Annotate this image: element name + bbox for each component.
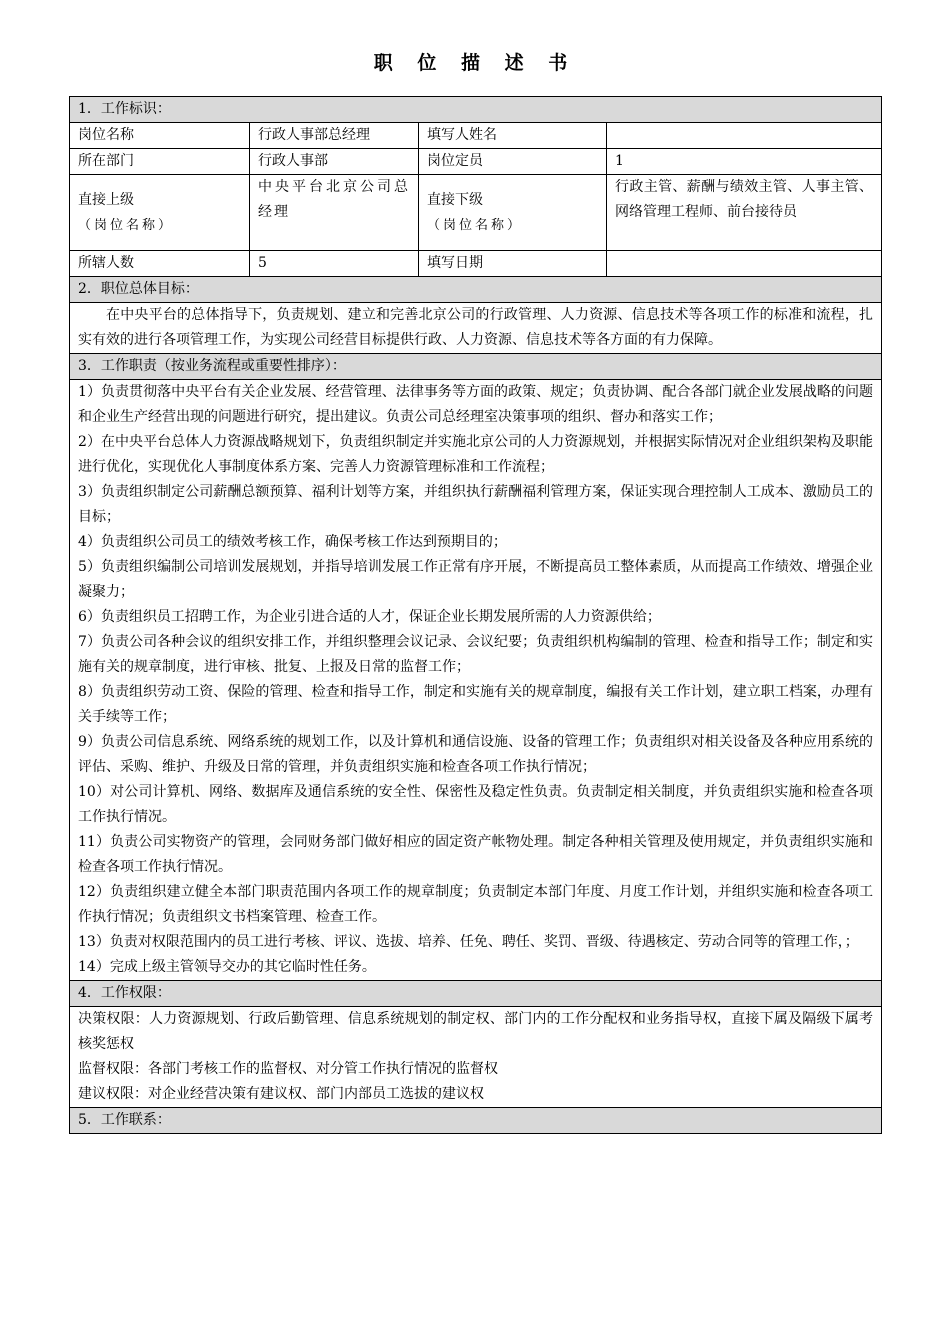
overall-goal-text: 在中央平台的总体指导下，负责规划、建立和完善北京公司的行政管理、人力资源、信息技术等各项工作的标准和流程，扎实有效的进行各项管理工作，为实现公司经营目标提供行政、人力资源、信息技术等各方面的有力保障。: [78, 307, 874, 348]
label-direct-superior: 直接上级: [78, 191, 134, 208]
value-direct-superior: 中央平台北京公司总经理: [250, 175, 419, 251]
value-direct-subordinates: 行政主管、薪酬与绩效主管、人事主管、网络管理工程师、前台接待员: [607, 175, 882, 251]
authority-cell: [70, 1007, 882, 1108]
section-1-header: 1．工作标识：: [70, 97, 882, 123]
section-4-body-row: [70, 1007, 882, 1108]
duty-item: 3）负责组织制定公司薪酬总额预算、福利计划等方案，并组织执行薪酬福利管理方案，保证实现合理控制人工成本、激励员工的目标；: [78, 484, 874, 525]
duty-item: 13）负责对权限范围内的员工进行考核、评议、选拔、培养、任免、聘任、奖罚、晋级、待遇核定、劳动合同等的管理工作，；: [78, 934, 859, 950]
authority-suggestion: 建议权限：对企业经营决策有建议权、部门内部员工选拔的建议权: [78, 1086, 484, 1102]
identity-row-3: [70, 175, 882, 251]
section-4-header-row: [70, 981, 882, 1007]
duty-item: 11）负责公司实物资产的管理，会同财务部门做好相应的固定资产帐物处理。制定各种相关管理及使用规定，并负责组织实施和检查各项工作执行情况。: [78, 834, 874, 875]
duty-item: 8）负责组织劳动工资、保险的管理、检查和指导工作，制定和实施有关的规章制度，编报有关工作计划，建立职工档案，办理有关手续等工作；: [78, 684, 874, 725]
document-title: 职 位 描 述 书: [373, 52, 577, 74]
duty-item: 4）负责组织公司员工的绩效考核工作，确保考核工作达到预期目的；: [78, 534, 507, 550]
identity-row-1: [70, 123, 882, 149]
duty-item: 14）完成上级主管领导交办的其它临时性任务。: [78, 959, 376, 975]
label-department: 所在部门: [70, 149, 250, 175]
section-2-body-row: [70, 303, 882, 354]
duty-item: 6）负责组织员工招聘工作，为企业引进合适的人才，保证企业长期发展所需的人力资源供给；: [78, 609, 661, 625]
section-3-header: 3．工作职责（按业务流程或重要性排序）：: [70, 354, 882, 380]
value-headcount: 1: [607, 149, 882, 175]
label-direct-subordinate: 直接下级: [427, 191, 483, 208]
job-description-table: [69, 96, 882, 1134]
duty-item: 9）负责公司信息系统、网络系统的规划工作，以及计算机和通信设施、设备的管理工作；负责组织对相关设备及各种应用系统的评估、采购、维护、升级及日常的管理，并负责组织实施和检查各项工作执行情况；: [78, 734, 874, 775]
label-position-name: 岗位名称: [70, 123, 250, 149]
overall-goal-cell: [70, 303, 882, 354]
section-5-header-row: [70, 1108, 882, 1134]
value-position-name: 行政人事部总经理: [250, 123, 419, 149]
duty-item: 2）在中央平台总体人力资源战略规划下，负责组织制定并实施北京公司的人力资源规划，并根据实际情况对企业组织架构及职能进行优化，实现优化人事制度体系方案、完善人力资源管理标准和工作流程；: [78, 434, 874, 475]
label-direct-superior-sub: （岗位名称）: [78, 217, 175, 233]
section-5-header: 5．工作联系：: [70, 1108, 882, 1134]
label-headcount: 岗位定员: [419, 149, 607, 175]
section-4-header: 4．工作权限：: [70, 981, 882, 1007]
label-filler-name: 填写人姓名: [419, 123, 607, 149]
duty-item: 1）负责贯彻落中央平台有关企业发展、经营管理、法律事务等方面的政策、规定；负责协调、配合各部门就企业发展战略的问题和企业生产经营出现的问题进行研究，提出建议。负责公司总经理室决策事项的组织、督办和落实工作；: [78, 384, 874, 425]
label-direct-subordinate-cell: [419, 175, 607, 251]
value-fill-date: [607, 251, 882, 277]
value-department: 行政人事部: [250, 149, 419, 175]
label-staff-count: 所辖人数: [70, 251, 250, 277]
identity-row-4: [70, 251, 882, 277]
label-direct-superior-cell: [70, 175, 250, 251]
section-2-header: 2．职位总体目标：: [70, 277, 882, 303]
section-3-header-row: [70, 354, 882, 380]
value-staff-count: 5: [250, 251, 419, 277]
section-2-header-row: [70, 277, 882, 303]
value-filler-name: [607, 123, 882, 149]
section-1-header-row: [70, 97, 882, 123]
section-3-body-row: [70, 380, 882, 981]
authority-supervision: 监督权限：各部门考核工作的监督权、对分管工作执行情况的监督权: [78, 1061, 498, 1077]
duty-item: 7）负责公司各种会议的组织安排工作，并组织整理会议记录、会议纪要；负责组织机构编制的管理、检查和指导工作；制定和实施有关的规章制度，进行审核、批复、上报及日常的监督工作；: [78, 634, 874, 675]
identity-row-2: [70, 149, 882, 175]
authority-decision: 决策权限：人力资源规划、行政后勤管理、信息系统规划的制定权、部门内的工作分配权和业务指导权，直接下属及隔级下属考核奖惩权: [78, 1011, 874, 1052]
duties-cell: [70, 380, 882, 981]
duty-item: 12）负责组织建立健全本部门职责范围内各项工作的规章制度；负责制定本部门年度、月度工作计划，并组织实施和检查各项工作执行情况；负责组织文书档案管理、检查工作。: [78, 884, 874, 925]
duty-item: 10）对公司计算机、网络、数据库及通信系统的安全性、保密性及稳定性负责。负责制定相关制度，并负责组织实施和检查各项工作执行情况。: [78, 784, 874, 825]
label-fill-date: 填写日期: [419, 251, 607, 277]
duty-item: 5）负责组织编制公司培训发展规划，并指导培训发展工作正常有序开展，不断提高员工整体素质，从而提高工作绩效、增强企业凝聚力；: [78, 559, 874, 600]
label-direct-subordinate-sub: （岗位名称）: [427, 217, 524, 233]
